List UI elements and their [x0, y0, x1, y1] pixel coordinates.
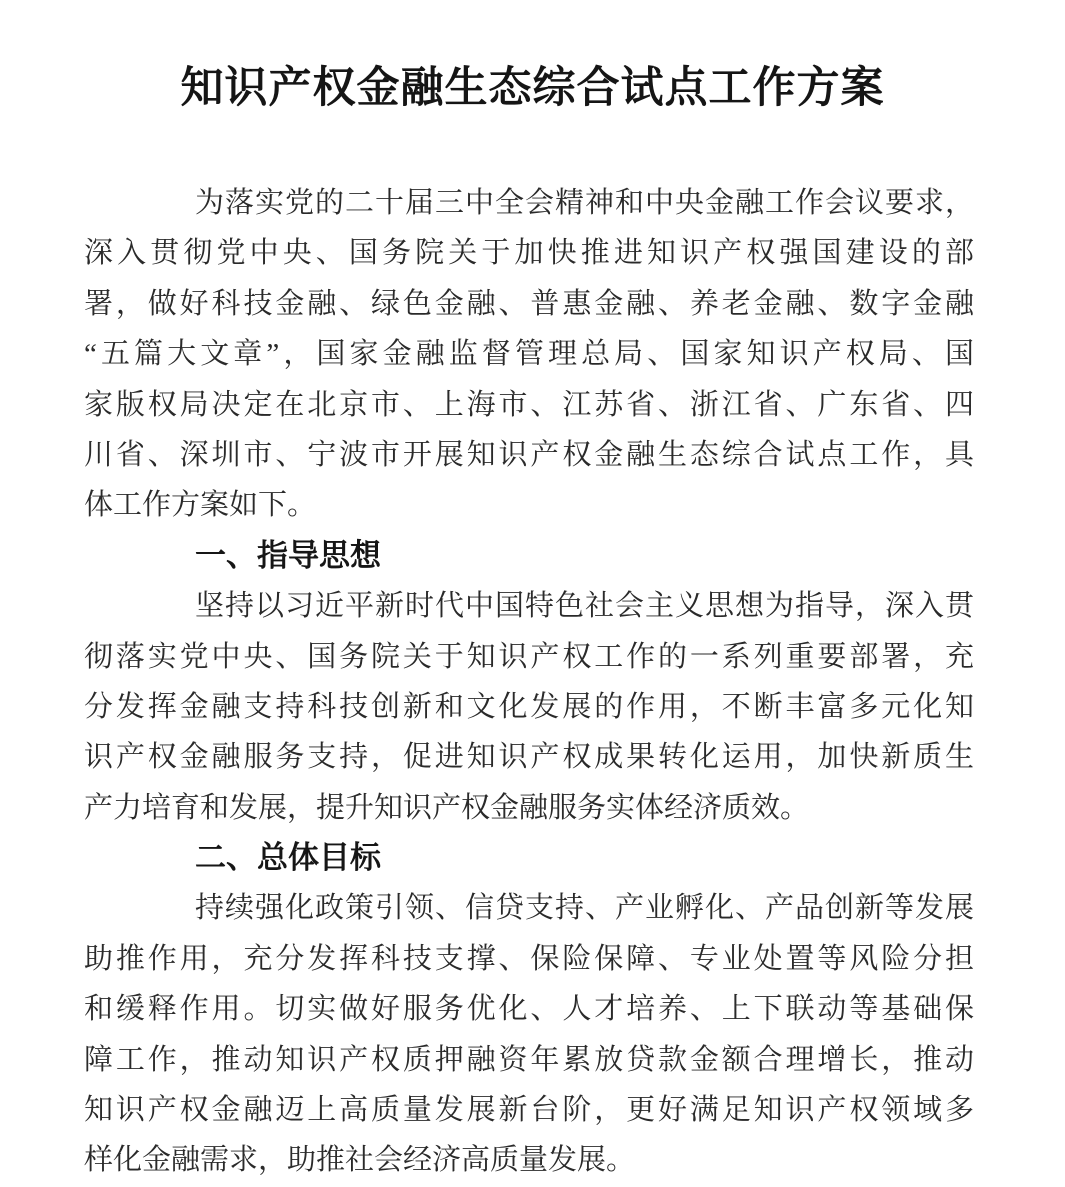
text-line: 知识产权金融迈上高质量发展新台阶，更好满足知识产权领域多: [84, 1094, 974, 1127]
text-line: 彻落实党中央、国务院关于知识产权工作的一系列重要部署，充: [84, 640, 974, 673]
text-line: “五篇大文章”，国家金融监督管理总局、国家知识产权局、国: [84, 338, 974, 371]
section-heading-overall-goals: 二、总体目标: [195, 840, 381, 876]
text-line: 样化金融需求，助推社会经济高质量发展。: [84, 1144, 636, 1177]
text-line: 分发挥金融支持科技创新和文化发展的作用，不断丰富多元化知: [84, 690, 974, 723]
text-line: 助推作用，充分发挥科技支撑、保险保障、专业处置等风险分担: [84, 942, 974, 975]
text-line: 家版权局决定在北京市、上海市、江苏省、浙江省、广东省、四: [84, 388, 974, 421]
text-line: 坚持以习近平新时代中国特色社会主义思想为指导，深入贯: [195, 590, 974, 623]
text-line: 体工作方案如下。: [84, 489, 317, 522]
text-line: 和缓释作用。切实做好服务优化、人才培养、上下联动等基础保: [84, 993, 974, 1026]
document-body: [84, 178, 974, 1186]
text-line: 署，做好科技金融、绿色金融、普惠金融、养老金融、数字金融: [84, 287, 974, 320]
text-line: 持续强化政策引领、信贷支持、产业孵化、产品创新等发展: [195, 892, 974, 925]
text-line: 识产权金融服务支持，促进知识产权成果转化运用，加快新质生: [84, 741, 974, 774]
text-line: 深入贯彻党中央、国务院关于加快推进知识产权强国建设的部: [84, 237, 974, 270]
text-line: 产力培育和发展，提升知识产权金融服务实体经济质效。: [84, 791, 810, 824]
section-heading-guiding-ideology: 一、指导思想: [195, 537, 381, 573]
text-line: 川省、深圳市、宁波市开展知识产权金融生态综合试点工作，具: [84, 438, 974, 471]
document-title: 知识产权金融生态综合试点工作方案: [180, 64, 885, 112]
text-line: 障工作，推动知识产权质押融资年累放贷款金额合理增长，推动: [84, 1043, 974, 1076]
text-line: 为落实党的二十届三中全会精神和中央金融工作会议要求，: [195, 187, 974, 219]
